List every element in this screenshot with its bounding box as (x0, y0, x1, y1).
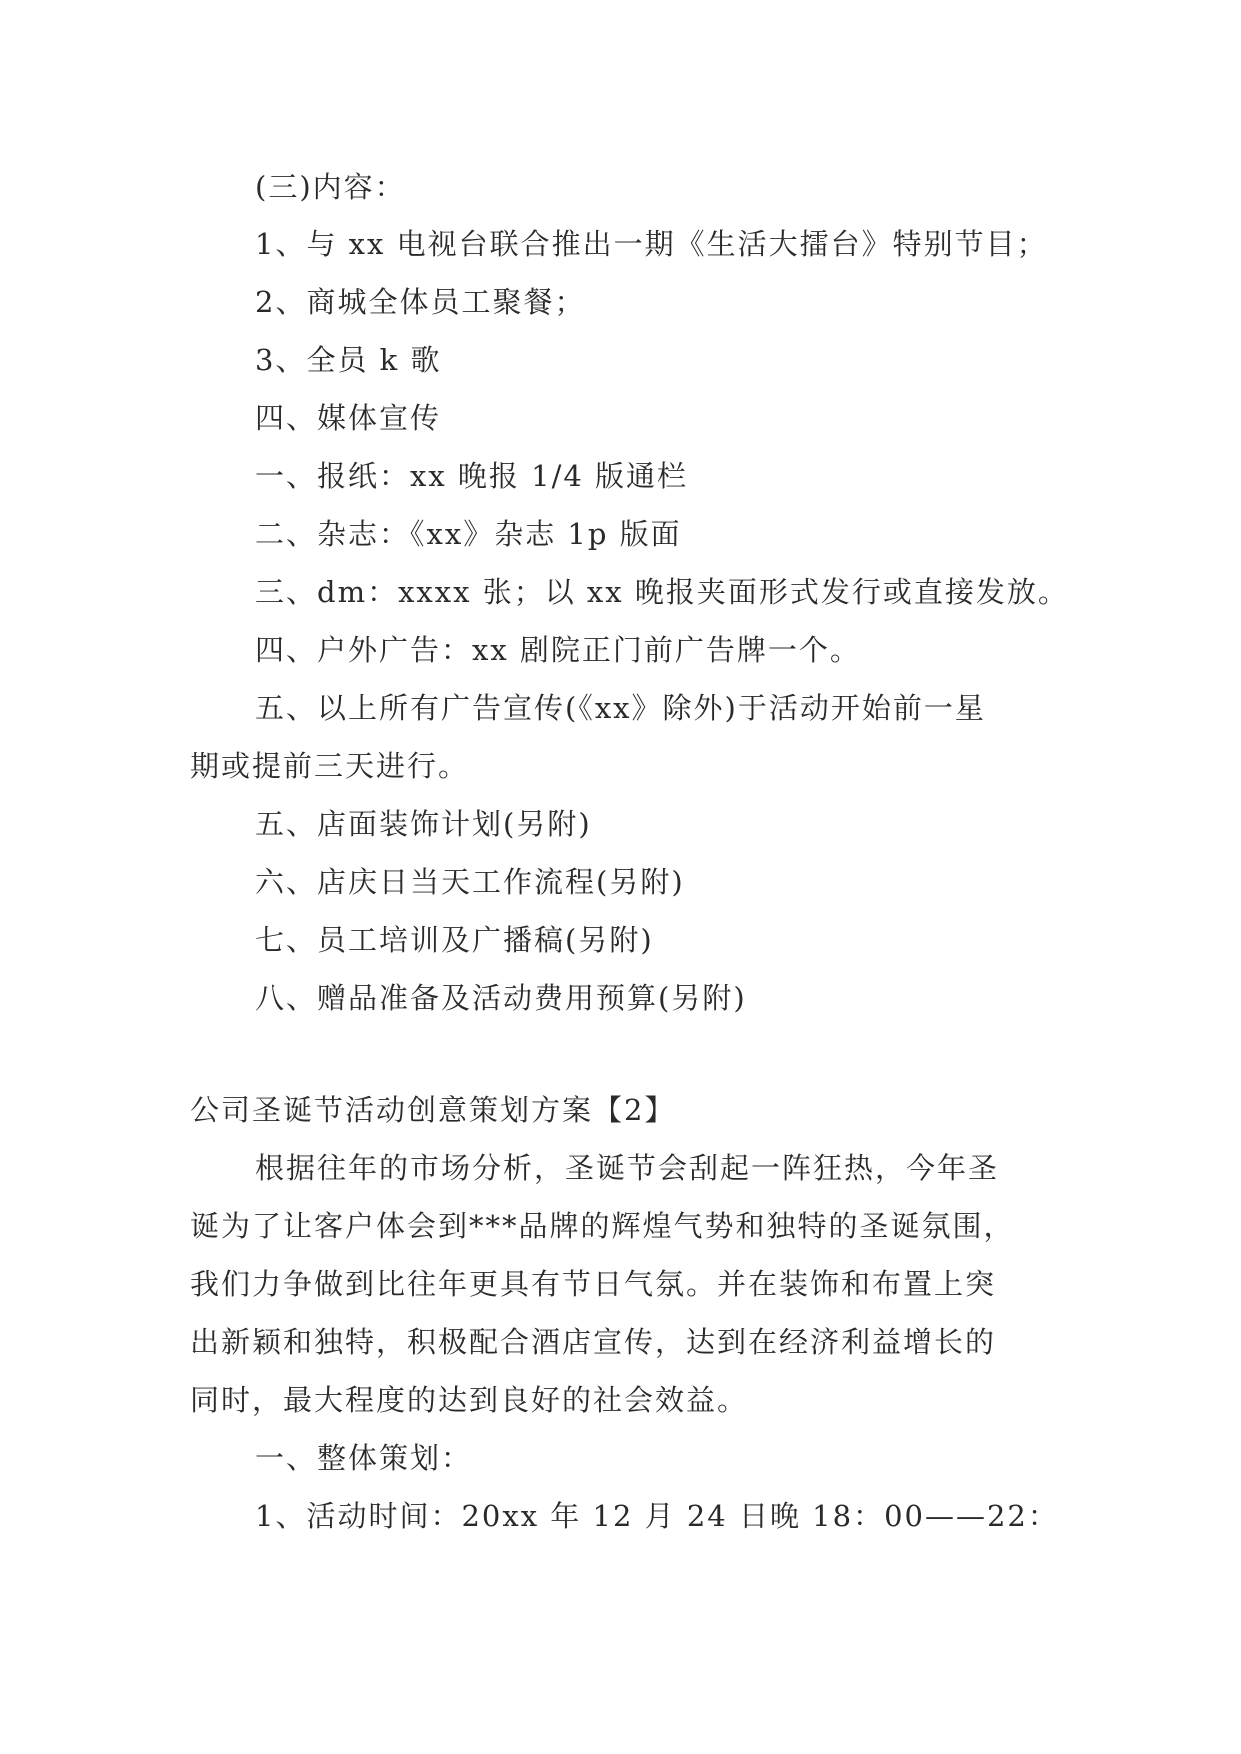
text-line: 四、户外广告：xx 剧院正门前广告牌一个。 (255, 633, 861, 667)
text-line: 同时，最大程度的达到良好的社会效益。 (190, 1383, 749, 1417)
text-line: 1、与 xx 电视台联合推出一期《生活大擂台》特别节目； (255, 227, 1048, 261)
text-line: 三、dm：xxxx 张；以 xx 晚报夹面形式发行或直接发放。 (255, 575, 1069, 609)
text-line: 根据往年的市场分析，圣诞节会刮起一阵狂热，今年圣 (255, 1151, 1000, 1185)
text-line: 期或提前三天进行。 (190, 749, 470, 783)
text-line: 五、以上所有广告宣传(《xx》除外)于活动开始前一星 (255, 691, 986, 725)
text-line: 1、活动时间：20xx 年 12 月 24 日晚 18：00——22： (255, 1499, 1059, 1533)
text-line: 我们力争做到比往年更具有节日气氛。并在装饰和布置上突 (190, 1267, 997, 1301)
text-line: 一、报纸：xx 晚报 1/4 版通栏 (255, 459, 689, 493)
text-line: 八、赠品准备及活动费用预算(另附) (255, 981, 747, 1015)
text-line: 六、店庆日当天工作流程(另附) (255, 865, 685, 899)
text-line: (三)内容： (255, 170, 406, 204)
text-line: 3、全员 k 歌 (255, 343, 442, 377)
document-title: 公司圣诞节活动创意策划方案【2】 (190, 1093, 676, 1127)
section-heading: 四、媒体宣传 (255, 401, 442, 435)
text-line: 七、员工培训及广播稿(另附) (255, 923, 654, 957)
text-line: 出新颖和独特，积极配合酒店宣传，达到在经济利益增长的 (190, 1325, 997, 1359)
text-line: 2、商城全体员工聚餐； (255, 285, 586, 319)
section-heading: 一、整体策划： (255, 1441, 473, 1475)
text-line: 诞为了让客户体会到***品牌的辉煌气势和独特的圣诞氛围， (190, 1209, 1015, 1243)
text-line: 二、杂志：《xx》杂志 1p 版面 (255, 517, 682, 551)
text-line: 五、店面装饰计划(另附) (255, 807, 592, 841)
